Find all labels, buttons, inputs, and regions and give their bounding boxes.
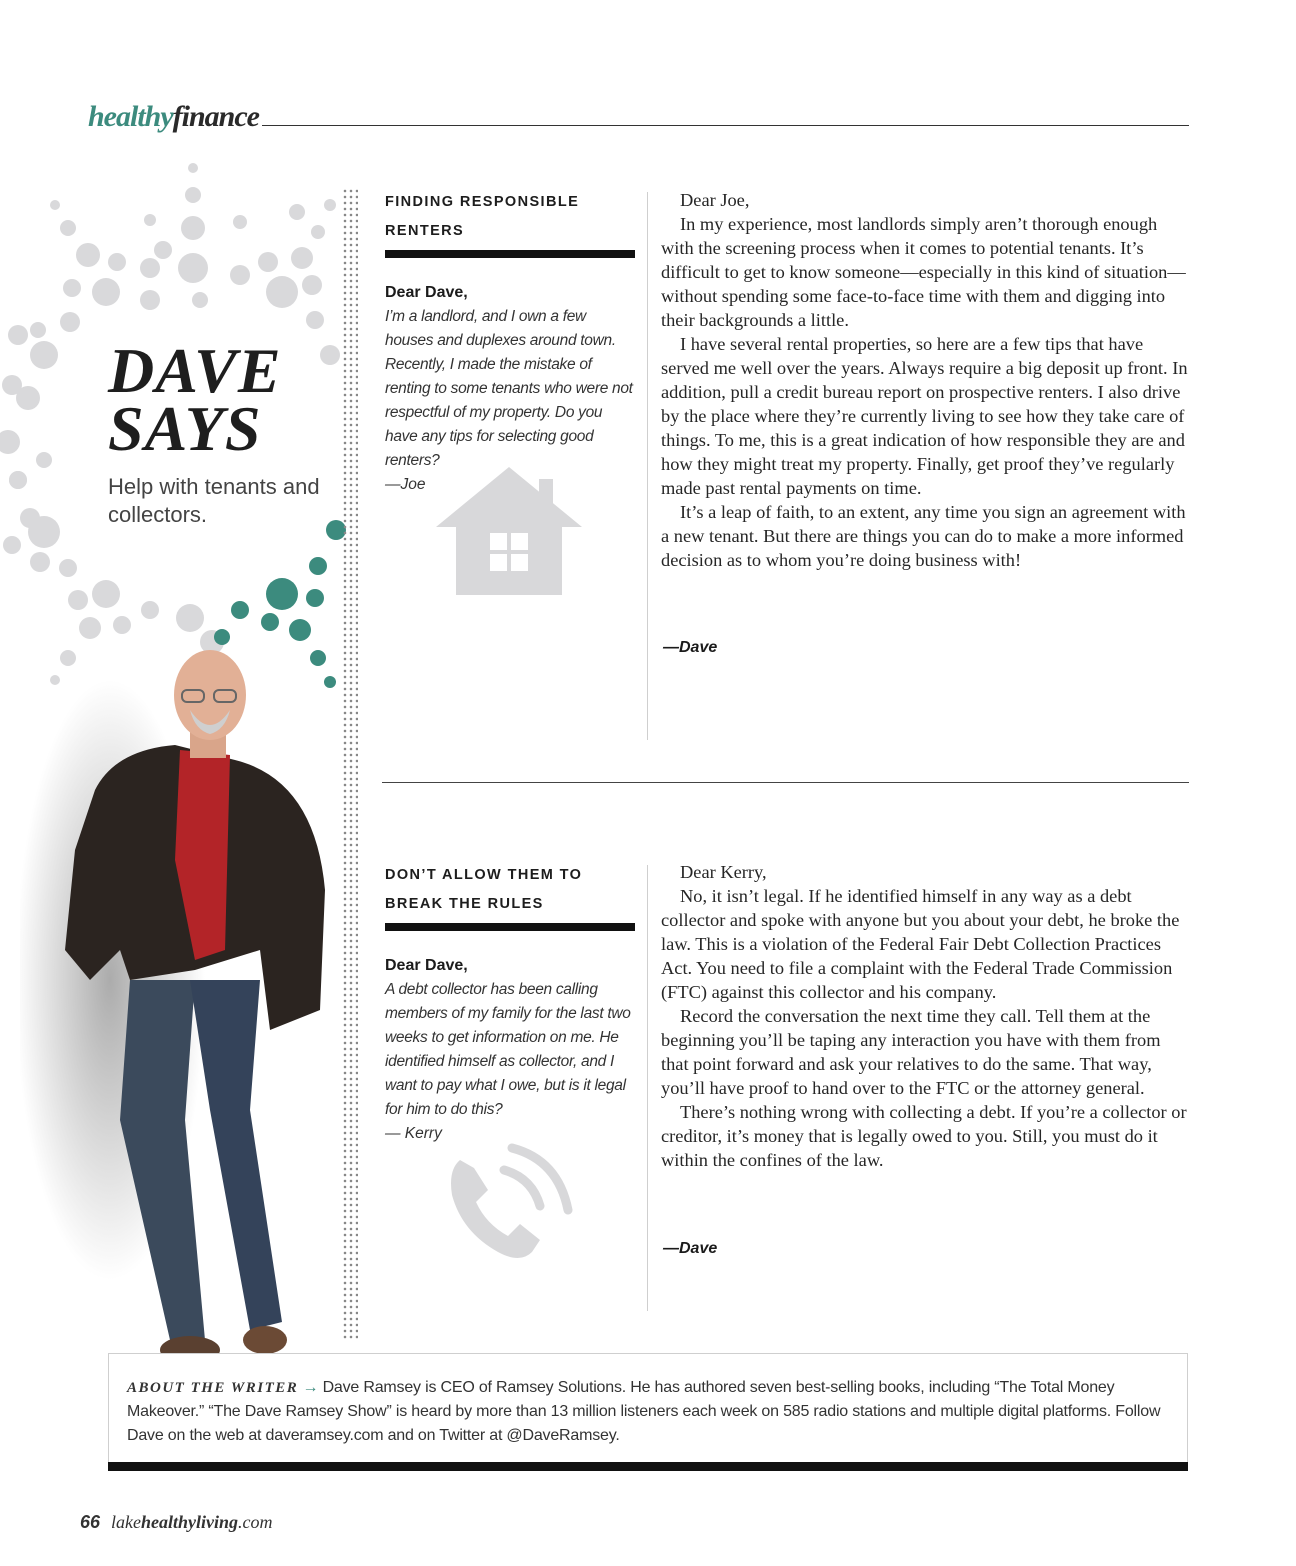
decorative-dot (36, 452, 52, 468)
question-1-asker: —Joe (385, 476, 426, 493)
decorative-dot (50, 200, 60, 210)
question-2-text: A debt collector has been calling members of my family for the last two weeks to get information on me. He identified himself as collector, and I want to pay what I owe, but is it legal for him to do this? (385, 981, 631, 1118)
answer-2-signoff: —Dave (663, 1240, 718, 1257)
site-prefix: lake (111, 1512, 142, 1532)
decorative-dot (140, 258, 160, 278)
decorative-dot (192, 292, 208, 308)
column-separator-1 (647, 192, 648, 740)
answer-1-greeting: Dear Joe, (680, 190, 750, 210)
page-number: 66 (80, 1512, 101, 1532)
decorative-dot (28, 516, 60, 548)
question-2 (385, 861, 635, 1146)
decorative-dot (306, 311, 324, 329)
question-2-greeting: Dear Dave, (385, 957, 468, 974)
answer-2-paragraph-3: There’s nothing wrong with collecting a debt. If you’re a collector or creditor, it’s money that is legally owed to you. Still, you must do it within the confines of the law. (661, 1102, 1187, 1170)
decorative-dot (30, 552, 50, 572)
question-1 (385, 188, 635, 497)
title-line-2: SAYS (108, 393, 262, 464)
decorative-dot (291, 247, 313, 269)
answer-2 (661, 860, 1191, 1172)
question-2-heading: DON’T ALLOW THEM TO BREAK THE RULES (385, 867, 583, 912)
page-title (108, 335, 282, 464)
decorative-dot (154, 241, 172, 259)
dotted-divider (342, 188, 358, 1340)
author-photo (20, 650, 340, 1370)
decorative-dot (92, 580, 120, 608)
decorative-dot (289, 204, 305, 220)
decorative-dot (76, 243, 100, 267)
decorative-dot (30, 341, 58, 369)
answer-1-paragraph-1: In my experience, most landlords simply aren’t thorough enough with the screening process when it comes to potential tenants. It’s difficult to get to know someone—especially in this kind of situation—without spending some face-to-face time with them and digging into their backgrounds a little. (661, 214, 1186, 330)
decorative-dot (309, 557, 327, 575)
answer-2-greeting: Dear Kerry, (680, 862, 767, 882)
answer-2-paragraph-1: No, it isn’t legal. If he identified himself in any way as a debt collector and spoke with anyone but you about your debt, he broke the law. This is a violation of the Federal Fair Debt Collection Practices Act. You need to file a complaint with the Federal Trade Commission (FTC) against this collector and his company. (661, 886, 1180, 1002)
decorative-dot (9, 471, 27, 489)
decorative-dot (16, 386, 40, 410)
answer-2-paragraph-2: Record the conversation the next time they call. Tell them at the beginning you’ll be taping any interaction you have with them from that point forward and ask your relatives to do the same. That way, you’ll have proof to hand over to the FTC or the attorney general. (661, 1006, 1161, 1098)
decorative-dot (266, 276, 298, 308)
decorative-dot (320, 345, 340, 365)
decorative-dot (59, 559, 77, 577)
decorative-dot (113, 616, 131, 634)
site-bold: healthyliving (141, 1512, 239, 1532)
decorative-dot (3, 536, 21, 554)
decorative-dot (233, 215, 247, 229)
decorative-dot (289, 619, 311, 641)
decorative-dot (92, 278, 120, 306)
question-1-heading-bar (385, 250, 635, 258)
decorative-dot (311, 225, 325, 239)
about-the-writer-text (127, 1376, 1167, 1448)
arrow-right-icon: → (302, 1379, 319, 1396)
decorative-dot (68, 590, 88, 610)
question-2-asker: — Kerry (385, 1125, 442, 1142)
decorative-dot (141, 601, 159, 619)
question-2-heading-bar (385, 923, 635, 931)
decorative-dot (324, 199, 336, 211)
site-suffix: .com (238, 1512, 273, 1532)
decorative-dot (144, 214, 156, 226)
decorative-dot (63, 279, 81, 297)
decorative-dot (60, 220, 76, 236)
decorative-dot (79, 617, 101, 639)
decorative-dot (231, 601, 249, 619)
decorative-dot (30, 322, 46, 338)
decorative-dot (0, 430, 20, 454)
decorative-dot (214, 629, 230, 645)
decorative-dot (261, 613, 279, 631)
page-footer (80, 1512, 273, 1533)
about-body: Dave Ramsey is CEO of Ramsey Solutions. He has authored seven best-selling books, including “The Total Money Makeover.” “The Dave Ramsey Show” is heard by more than 13 million listeners each week on 585 radio stations and multiple digital platforms. Follow Dave on the web at daveramsey.com and on Twitter at @DaveRamsey. (127, 1379, 1161, 1444)
decorative-dot (8, 325, 28, 345)
header-rule (262, 125, 1189, 126)
decorative-dot (140, 290, 160, 310)
page-subtitle: Help with tenants and collectors. (108, 474, 320, 527)
answer-1-paragraph-3: It’s a leap of faith, to an extent, any time you sign an agreement with a new tenant. But there are things you can do to make a more informed decision as to whom you’re doing business with! (661, 502, 1186, 570)
section-rule (382, 782, 1189, 783)
site-name (111, 1512, 273, 1532)
title-line-1: DAVE (108, 335, 282, 406)
answer-1-signoff: —Dave (663, 639, 718, 656)
decorative-dot (188, 163, 198, 173)
decorative-dot (185, 187, 201, 203)
decorative-dot (258, 252, 278, 272)
decorative-dot (230, 265, 250, 285)
house-icon (434, 465, 584, 597)
section-header-part1: healthy (88, 100, 173, 133)
decorative-dot (108, 253, 126, 271)
decorative-dot (178, 253, 208, 283)
question-1-greeting: Dear Dave, (385, 284, 468, 301)
decorative-dot (176, 604, 204, 632)
answer-1-paragraph-2: I have several rental properties, so here are a few tips that have served me well over the years. Always require a big deposit up front. In addition, pull a credit bureau report on prospective renters. I also drive by the place where they’re currently living to see how they take care of things. To me, this is a great indication of how responsible they are and how they might treat my property. Finally, get proof they’ve regularly made past rental payments on time. (661, 334, 1188, 498)
about-bottom-bar (108, 1462, 1188, 1471)
about-the-writer-box (108, 1353, 1188, 1464)
column-separator-2 (647, 865, 648, 1311)
decorative-dot (306, 589, 324, 607)
question-1-text: I’m a landlord, and I own a few houses and duplexes around town. Recently, I made the mistake of renting to some tenants who were not respectful of my property. Do you have any tips for selecting good renters? (385, 308, 633, 469)
decorative-dot (60, 312, 80, 332)
section-header-part2: finance (172, 100, 259, 133)
answer-1 (661, 188, 1191, 572)
decorative-dot (302, 275, 322, 295)
question-1-heading: FINDING RESPONSIBLE RENTERS (385, 194, 580, 239)
decorative-dot (181, 216, 205, 240)
about-label: ABOUT THE WRITER (127, 1380, 299, 1396)
decorative-dot (266, 578, 298, 610)
phone-icon (440, 1140, 580, 1270)
section-header (88, 100, 259, 134)
